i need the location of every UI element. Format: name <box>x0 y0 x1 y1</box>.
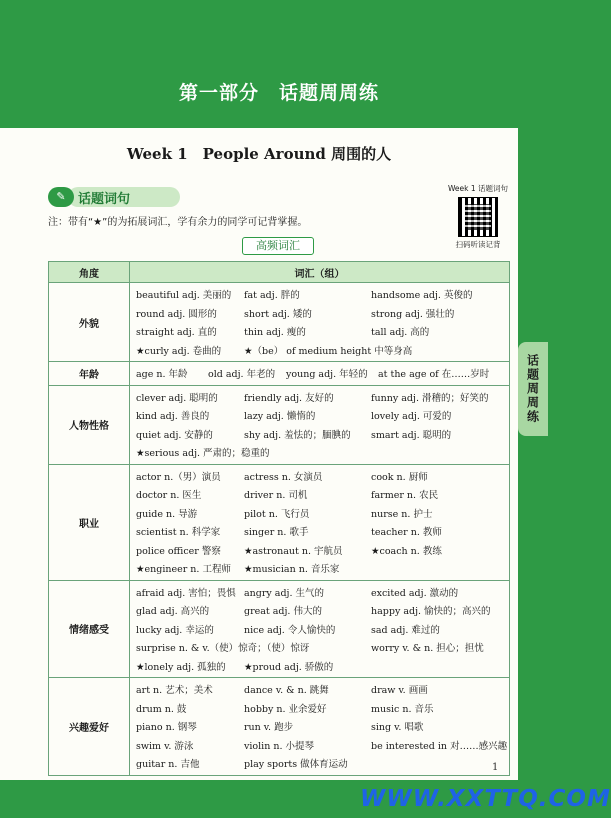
vocab-item: police officer 警察 <box>136 545 221 557</box>
header-vocab: 词汇（组） <box>130 262 510 283</box>
vocab-item: ★proud adj. 骄傲的 <box>244 661 334 673</box>
vocab-item: dance v. & n. 跳舞 <box>244 685 329 697</box>
vocab-item: shy adj. 羞怯的；腼腆的 <box>244 429 351 441</box>
vocab-line <box>136 541 509 560</box>
vocab-item: funny adj. 滑稽的；好笑的 <box>371 392 489 404</box>
vocab-line <box>136 522 509 541</box>
qr-caption-bottom: 扫码听读记背 <box>455 240 501 249</box>
vocab-item: pilot n. 飞行员 <box>244 508 310 520</box>
vocab-item: scientist n. 科学家 <box>136 527 221 539</box>
vocab-item: ★astronaut n. 宇航员 <box>244 545 343 557</box>
vocab-item: strong adj. 强壮的 <box>371 308 455 320</box>
table-row <box>49 362 510 386</box>
vocab-item: piano n. 钢琴 <box>136 722 197 734</box>
vocab-item: great adj. 伟大的 <box>244 606 322 618</box>
vocab-item: music n. 音乐 <box>371 703 434 715</box>
side-tab[interactable] <box>518 342 548 436</box>
vocab-item: lazy adj. 懒惰的 <box>244 411 316 423</box>
vocab-line <box>136 620 509 639</box>
note-text: 注：带有“★”的为拓展词汇，学有余力的同学可记背掌握。 <box>48 217 308 228</box>
table-body <box>49 283 510 776</box>
part-title: 第一部分 话题周周练 <box>178 82 379 104</box>
vocab-item: straight adj. 直的 <box>136 327 217 339</box>
vocab-item: lucky adj. 幸运的 <box>136 624 214 636</box>
vocab-item: farmer n. 农民 <box>371 490 439 502</box>
vocab-item: glad adj. 高兴的 <box>136 606 210 618</box>
category-cell: 人物性格 <box>49 385 130 464</box>
header-angle: 角度 <box>49 262 130 283</box>
vocab-line <box>136 754 509 773</box>
vocab-cell <box>130 678 510 776</box>
category-cell: 情绪感受 <box>49 580 130 678</box>
vocab-item: round adj. 圆形的 <box>136 308 217 320</box>
vocab-item: guitar n. 吉他 <box>136 759 200 771</box>
side-tab-label: 话题周周练 <box>525 354 540 424</box>
vocab-item: ★（be） of medium height 中等身高 <box>244 345 413 357</box>
vocab-line <box>136 467 509 486</box>
vocab-item: worry v. & n. 担心；担忧 <box>371 643 484 655</box>
category-cell: 兴趣爱好 <box>49 678 130 776</box>
vocab-table <box>48 261 510 776</box>
vocab-item: surprise n. & v.（使）惊奇；（使）惊讶 <box>136 643 310 655</box>
vocab-cell <box>130 385 510 464</box>
vocab-item: violin n. 小提琴 <box>244 740 314 752</box>
vocab-item: quiet adj. 安静的 <box>136 429 213 441</box>
category-cell: 年龄 <box>49 362 130 386</box>
vocab-item: smart adj. 聪明的 <box>371 429 452 441</box>
vocab-item: clever adj. 聪明的 <box>136 392 218 404</box>
vocab-item: nurse n. 护士 <box>371 508 433 520</box>
vocab-line <box>136 304 509 323</box>
watermark-text: WWW.XXTTQ.COM <box>360 786 611 812</box>
vocab-line <box>136 736 509 755</box>
vocab-item: lovely adj. 可爱的 <box>371 411 452 423</box>
vocab-item: sad adj. 难过的 <box>371 624 440 636</box>
vocab-line <box>136 341 509 360</box>
vocab-line <box>136 443 509 462</box>
vocab-item: age n. 年龄 <box>136 369 188 381</box>
vocab-item: play sports 做体育运动 <box>244 759 348 771</box>
vocab-item: cook n. 厨师 <box>371 471 428 483</box>
vocab-item: excited adj. 激动的 <box>371 587 459 599</box>
vocab-line <box>136 601 509 620</box>
vocab-item: ★musician n. 音乐家 <box>244 564 340 576</box>
vocab-item: draw v. 画画 <box>371 685 428 697</box>
vocab-item: ★serious adj. 严肃的；稳重的 <box>136 448 270 460</box>
vocab-item: sing v. 唱歌 <box>371 722 424 734</box>
vocab-item: thin adj. 瘦的 <box>244 327 306 339</box>
pencil-icon: ✎ <box>48 187 74 207</box>
vocab-item: swim v. 游泳 <box>136 740 194 752</box>
week-title: Week 1 People Around 周围的人 <box>126 145 392 163</box>
vocab-item: ★coach n. 教练 <box>371 545 442 557</box>
vocab-item: be interested in 对……感兴趣 <box>371 740 508 752</box>
vocab-item: short adj. 矮的 <box>244 308 312 320</box>
category-cell: 职业 <box>49 464 130 580</box>
table-row <box>49 385 510 464</box>
vocab-item: art n. 艺术；美术 <box>136 685 213 697</box>
table-row <box>49 580 510 678</box>
vocab-item: tall adj. 高的 <box>371 327 430 339</box>
vocab-line <box>136 699 509 718</box>
vocab-item: actress n. 女演员 <box>244 471 323 483</box>
vocab-item: beautiful adj. 美丽的 <box>136 290 232 302</box>
vocab-item: at the age of 在……岁时 <box>378 369 490 381</box>
table-row <box>49 283 510 362</box>
vocab-line <box>136 638 509 657</box>
vocab-item: fat adj. 胖的 <box>244 290 300 302</box>
vocab-item: happy adj. 愉快的；高兴的 <box>371 606 491 618</box>
vocab-item: ★engineer n. 工程师 <box>136 564 231 576</box>
vocab-line <box>136 504 509 523</box>
vocab-item: teacher n. 教师 <box>371 527 442 539</box>
vocab-item: hobby n. 业余爱好 <box>244 703 327 715</box>
vocab-item: old adj. 年老的 <box>208 369 276 381</box>
vocab-item: angry adj. 生气的 <box>244 587 325 599</box>
vocab-item: actor n.（男）演员 <box>136 471 221 483</box>
topic-heading <box>48 187 168 207</box>
qr-caption-top: Week 1 话题词句 <box>447 184 509 193</box>
vocab-cell <box>130 362 510 386</box>
vocab-line <box>136 680 509 699</box>
vocab-cell <box>130 580 510 678</box>
vocab-item: run v. 跑步 <box>244 722 294 734</box>
table-row <box>49 464 510 580</box>
page-header <box>0 0 558 128</box>
vocab-line <box>136 559 509 578</box>
vocab-item: drum n. 鼓 <box>136 703 187 715</box>
vocab-line <box>136 285 509 304</box>
vocab-line <box>136 322 509 341</box>
vocab-line <box>136 485 509 504</box>
vocab-item: driver n. 司机 <box>244 490 308 502</box>
vocab-line <box>136 406 509 425</box>
vocab-item: nice adj. 令人愉快的 <box>244 624 336 636</box>
vocab-item: doctor n. 医生 <box>136 490 202 502</box>
vocab-item: guide n. 导游 <box>136 508 198 520</box>
vocab-line <box>136 425 509 444</box>
vocab-line <box>136 364 509 383</box>
vocab-item: singer n. 歌手 <box>244 527 309 539</box>
vocab-item: ★curly adj. 卷曲的 <box>136 345 222 357</box>
vocab-line <box>136 717 509 736</box>
table-row <box>49 678 510 776</box>
vocab-item: afraid adj. 害怕；畏惧 <box>136 587 236 599</box>
vocab-item: kind adj. 善良的 <box>136 411 210 423</box>
vocab-cell <box>130 464 510 580</box>
category-cell: 外貌 <box>49 283 130 362</box>
vocab-item: ★lonely adj. 孤独的 <box>136 661 226 673</box>
vocab-item: handsome adj. 英俊的 <box>371 290 473 302</box>
page-number: 1 <box>492 762 499 773</box>
frequency-label: 高频词汇 <box>242 237 314 255</box>
vocab-line <box>136 388 509 407</box>
vocab-item: young adj. 年轻的 <box>286 369 368 381</box>
vocab-line <box>136 583 509 602</box>
vocab-line <box>136 657 509 676</box>
qr-block <box>438 183 518 250</box>
table-header-row <box>49 262 510 283</box>
topic-label: 话题词句 <box>78 192 131 207</box>
vocab-cell <box>130 283 510 362</box>
qr-code-icon[interactable] <box>458 197 498 237</box>
vocab-item: friendly adj. 友好的 <box>244 392 334 404</box>
